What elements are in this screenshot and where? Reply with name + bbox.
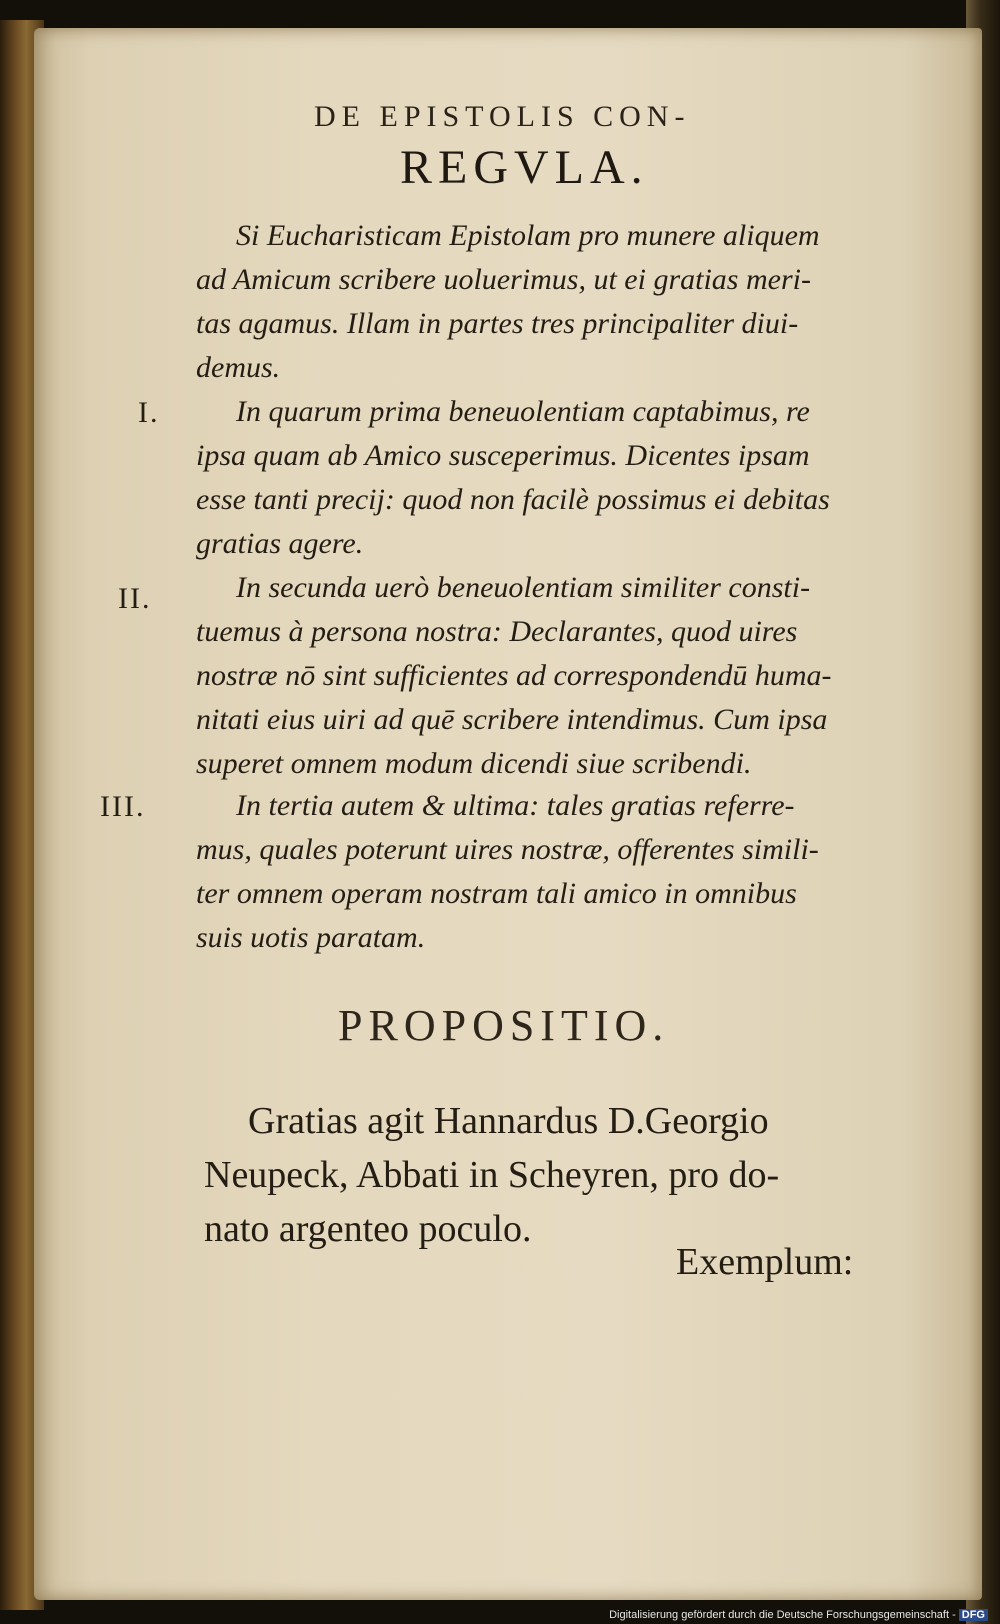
section-numeral: II. xyxy=(118,582,152,615)
text-line: Si Eucharisticam Epistolam pro munere aliquem xyxy=(236,219,820,252)
text-line: esse tanti precij: quod non facilè possimus ei debitas xyxy=(196,483,830,516)
text-line: ter omnem operam nostram tali amico in omnibus xyxy=(196,877,797,910)
text-line: gratias agere. xyxy=(196,527,364,560)
section-paragraph xyxy=(196,784,896,960)
text-line: In secunda uerò beneuolentiam similiter consti- xyxy=(236,571,811,604)
text-line: mus, quales poterunt uires nostræ, offerentes simili- xyxy=(196,833,819,866)
section-numeral: III. xyxy=(100,790,146,823)
text-line: demus. xyxy=(196,351,281,384)
section-title: REGVLA. xyxy=(400,141,649,194)
propositio-paragraph xyxy=(204,1094,779,1256)
text-line: In tertia autem & ultima: tales gratias referre- xyxy=(236,789,795,822)
text-line: tuemus à persona nostra: Declarantes, quod uires xyxy=(196,615,798,648)
text-line: nitati eius uiri ad quē scribere intendimus. Cum ipsa xyxy=(196,703,828,736)
credit-text: Digitalisierung gefördert durch die Deutsche Forschungsgemeinschaft - xyxy=(609,1609,956,1621)
text-line: nostræ nō sint sufficientes ad correspondendū huma- xyxy=(196,659,832,692)
propositio-heading: PROPOSITIO. xyxy=(338,1001,670,1050)
text-line: Neupeck, Abbati in Scheyren, pro do- xyxy=(204,1154,780,1196)
section-paragraph xyxy=(196,566,896,786)
text-line: ipsa quam ab Amico susceperimus. Dicentes ipsam xyxy=(196,439,810,472)
text-line: Gratias agit Hannardus D.Georgio xyxy=(248,1100,769,1142)
digitization-credit xyxy=(609,1609,988,1621)
text-line: suis uotis paratam. xyxy=(196,921,426,954)
text-line: In quarum prima beneuolentiam captabimus, re xyxy=(236,395,810,428)
section-numeral: I. xyxy=(138,396,160,429)
text-line: ad Amicum scribere uoluerimus, ut ei gratias meri- xyxy=(196,263,811,296)
text-line: tas agamus. Illam in partes tres principaliter diui- xyxy=(196,307,799,340)
dfg-logo: DFG xyxy=(959,1609,988,1621)
running-header: DE EPISTOLIS CON- xyxy=(314,100,691,133)
exemplum-label: Exemplum: xyxy=(676,1241,854,1283)
text-line: nato argenteo poculo. xyxy=(204,1208,532,1250)
text-line: superet omnem modum dicendi siue scribendi. xyxy=(196,747,752,780)
section-paragraph xyxy=(196,390,896,566)
rule-paragraph xyxy=(196,214,896,390)
